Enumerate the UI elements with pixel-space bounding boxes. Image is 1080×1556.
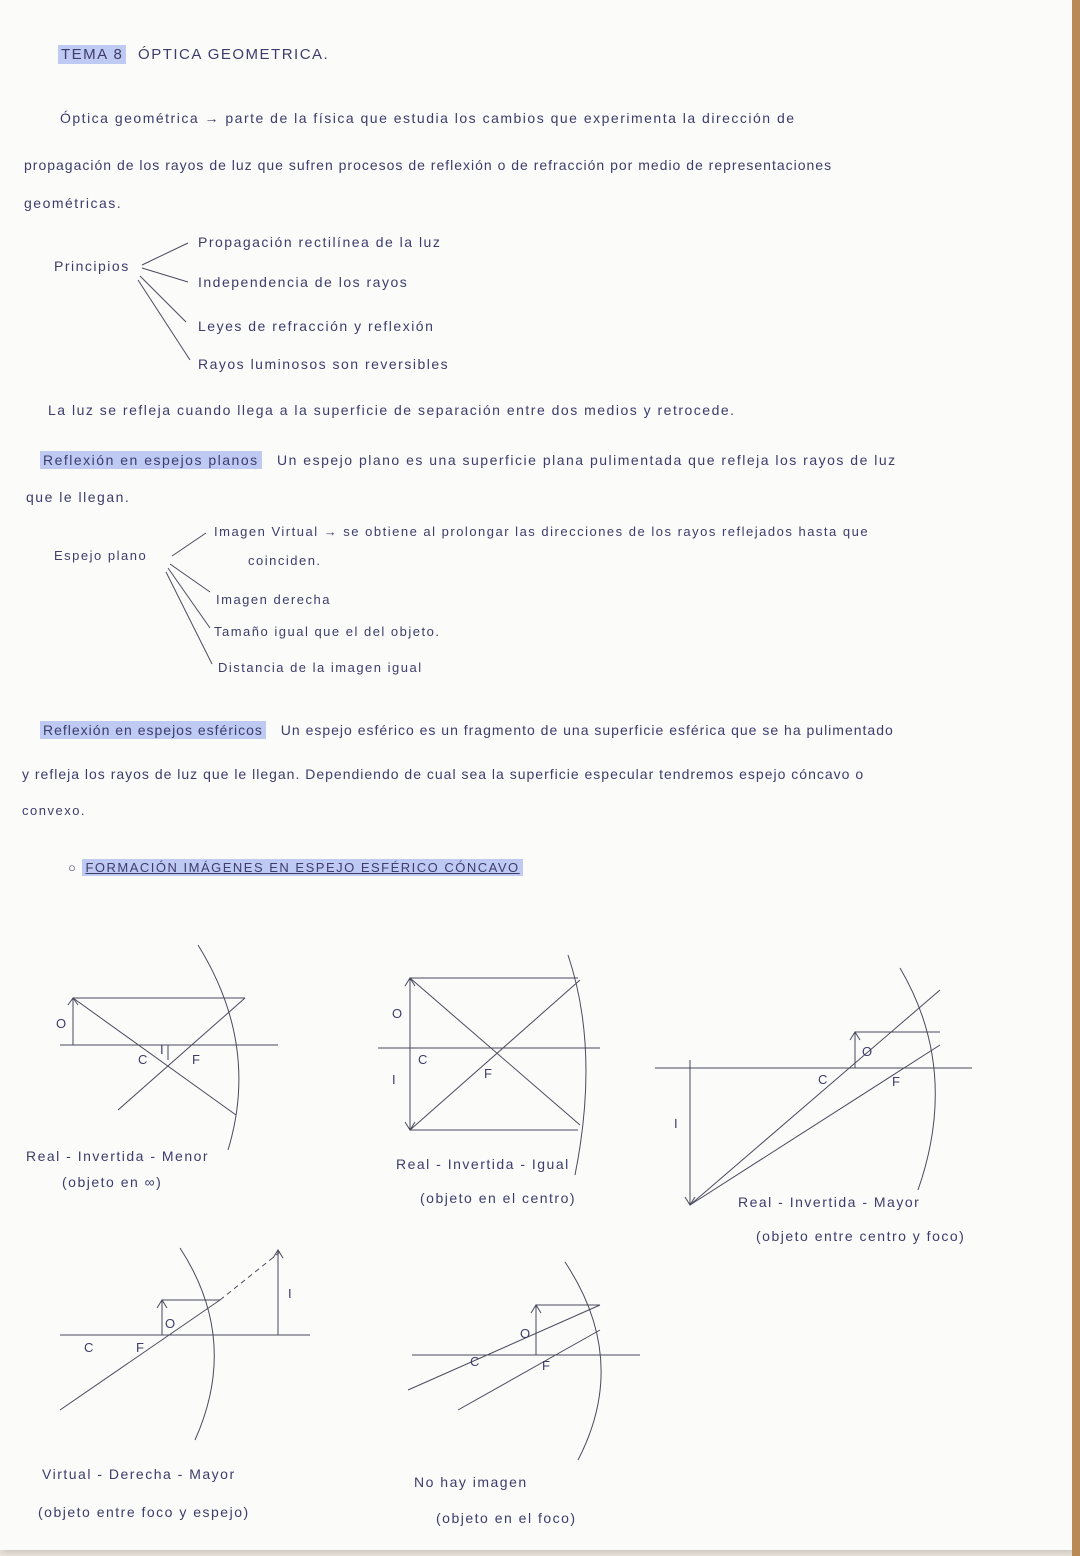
plano-item: Tamaño igual que el del objeto. (214, 624, 441, 639)
diagram-1 (60, 945, 278, 1150)
esfericos-text: Un espejo esférico es un fragmento de una superficie esférica que se ha pulimentado (280, 722, 894, 738)
principio-item: Leyes de refracción y reflexión (198, 318, 435, 334)
principio-item: Rayos luminosos son reversibles (198, 356, 450, 372)
principio-item: Independencia de los rayos (198, 274, 409, 290)
focus-label: F (892, 1074, 900, 1089)
planos-text: Un espejo plano es una superficie plana pulimentada que refleja los rayos de luz (277, 452, 897, 468)
planos-heading: Reflexión en espejos planos (40, 451, 262, 469)
diagram-3 (655, 968, 972, 1205)
center-label: C (138, 1052, 148, 1067)
focus-label: F (136, 1340, 144, 1355)
center-label: C (418, 1052, 428, 1067)
diagram-condition: (objeto en el foco) (436, 1510, 577, 1526)
diagram-condition: (objeto entre centro y foco) (756, 1228, 966, 1244)
diagram-caption: Real - Invertida - Mayor (738, 1194, 921, 1210)
center-label: C (84, 1340, 94, 1355)
diagram-caption: Real - Invertida - Menor (26, 1148, 210, 1164)
diagram-2 (378, 955, 600, 1175)
center-label: C (470, 1354, 480, 1369)
image-label: I (288, 1286, 292, 1301)
principio-item: Propagación rectilínea de la luz (198, 234, 442, 250)
diagram-condition: (objeto entre foco y espejo) (38, 1504, 250, 1520)
plano-item: Imagen Virtual → se obtiene al prolongar las direcciones de los rayos reflejados hasta que (214, 524, 870, 539)
principios-label: Principios (54, 258, 130, 274)
diagram-5 (408, 1262, 640, 1460)
center-label: C (818, 1072, 828, 1087)
object-label: O (165, 1316, 176, 1331)
object-label: O (520, 1326, 531, 1341)
definition-line-2: propagación de los rayos de luz que sufren procesos de reflexión o de refracción por medio de representaciones (24, 157, 833, 173)
esfericos-heading: Reflexión en espejos esféricos (40, 721, 266, 739)
reflection-note: La luz se refleja cuando llega a la superficie de separación entre dos medios y retrocede. (48, 402, 736, 418)
formacion-paragraph: ○ FORMACIÓN IMÁGENES EN ESPEJO ESFÉRICO CÓNCAVO (68, 860, 523, 875)
formacion-heading: FORMACIÓN IMÁGENES EN ESPEJO ESFÉRICO CÓNCAVO (82, 859, 522, 876)
object-label: O (862, 1044, 873, 1059)
focus-label: F (484, 1066, 492, 1081)
diagram-caption: Real - Invertida - Igual (396, 1156, 570, 1172)
esfericos-text-2: y refleja los rayos de luz que le llegan. Dependiendo de cual sea la superficie especular tendremos espejo cóncavo o (22, 766, 865, 782)
espejo-plano-label: Espejo plano (54, 548, 148, 563)
plano-item: Distancia de la imagen igual (218, 660, 423, 675)
focus-label: F (192, 1052, 200, 1067)
image-label: I (160, 1042, 164, 1057)
object-label: O (56, 1016, 67, 1031)
diagram-condition: (objeto en el centro) (420, 1190, 577, 1206)
diagram-4 (60, 1248, 310, 1440)
plano-item: coinciden. (248, 553, 322, 568)
diagram-caption: Virtual - Derecha - Mayor (42, 1466, 236, 1482)
diagram-condition: (objeto en ∞) (62, 1174, 163, 1190)
principios-arrows (138, 243, 190, 360)
plano-arrows (166, 533, 212, 664)
image-label: I (392, 1072, 396, 1087)
tema-label: TEMA 8 (58, 45, 126, 64)
focus-label: F (542, 1358, 550, 1373)
diagram-caption: No hay imagen (414, 1474, 528, 1490)
page-title: ÓPTICA GEOMETRICA. (138, 46, 330, 63)
planos-text-2: que le llegan. (26, 489, 131, 505)
plano-item: Imagen derecha (216, 592, 331, 607)
definition-line-3: geométricas. (24, 195, 123, 211)
definition-line-1: Óptica geométrica → parte de la física que estudia los cambios que experimenta la dirección de (60, 110, 796, 126)
image-label: I (674, 1116, 678, 1131)
esfericos-text-3: convexo. (22, 803, 87, 818)
object-label: O (392, 1006, 403, 1021)
